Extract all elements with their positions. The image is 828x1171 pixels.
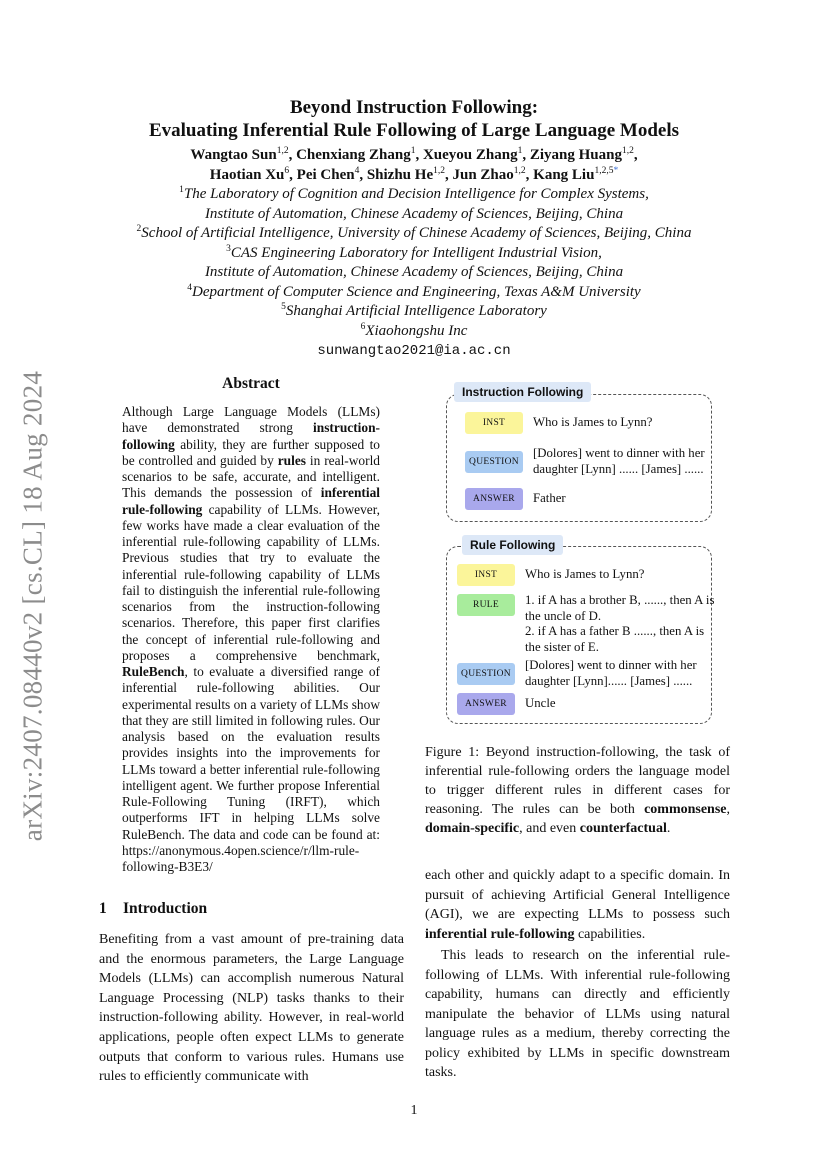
contact-email[interactable]: sunwangtao2021@ia.ac.cn bbox=[317, 343, 511, 359]
corresponding-author-mark[interactable]: * bbox=[613, 166, 619, 176]
arxiv-identifier: arXiv:2407.08440v2 [cs.CL] 18 Aug 2024 bbox=[17, 370, 48, 842]
author: Jun Zhao$^{1,2}$, bbox=[452, 166, 534, 183]
answer-label: ANSWER bbox=[465, 488, 523, 510]
question-label: QUESTION bbox=[465, 451, 523, 473]
abstract-heading: Abstract bbox=[222, 375, 280, 392]
figure-row-question bbox=[457, 658, 727, 689]
affiliation: Institute of Automation, Chinese Academy of Sciences, Beijing, China bbox=[204, 264, 624, 280]
row-text: [Dolores] went to dinner with her daughter [Lynn] ...... [James] ...... bbox=[533, 446, 705, 476]
right-column-body bbox=[425, 866, 730, 1083]
figure-row-answer bbox=[457, 693, 727, 715]
author: Pei Chen$^4$, bbox=[296, 166, 367, 183]
answer-label: ANSWER bbox=[457, 693, 515, 715]
question-label: QUESTION bbox=[457, 663, 515, 685]
affiliation: $^1$The Laboratory of Cognition and Decision Intelligence for Complex Systems, bbox=[179, 185, 649, 202]
section-title: Introduction bbox=[123, 900, 208, 917]
page-number: 1 bbox=[410, 1103, 418, 1118]
instruction-following-tag: Instruction Following bbox=[454, 382, 591, 402]
abstract-body: Although Large Language Models (LLMs) have demonstrated strong instruction-following ability, they are further supposed to be controlled and guided by rules in real-world scenarios to be safe, accurate, and intelligent. This demands the possession of inferential rule-following capability of LLMs. However, few works have made a clear evaluation of the inferential rule-following capability of LLMs. Previous studies that try to evaluate the inferential rule-following capability of LLMs fail to distinguish the inferential rule-following scenarios from the instruction-following scenarios. Therefore, this paper first clarifies the concept of inferential rule-following and proposes a comprehensive benchmark, RuleBench, to evaluate a diversified range of inferential rule-following abilities. Our experimental results on a variety of LLMs show that they are still limited in following rules. Our analysis based on the evaluation results provides insights into the improvements for LLMs toward a better inferential rule-following intelligent agent. We further propose Inferential Rule-Following Tuning (IRFT), which outperforms IFT in helping LLMs solve RuleBench. The data and code can be found at: https://anonymous.4open.science/r/llm-rule-following-B3E3/ bbox=[122, 404, 380, 874]
row-text: Who is James to Lynn? bbox=[533, 415, 653, 430]
affiliation: Institute of Automation, Chinese Academy of Sciences, Beijing, China bbox=[204, 205, 624, 222]
section-heading-introduction bbox=[99, 900, 399, 918]
rule-label: RULE bbox=[457, 594, 515, 616]
paper-title-line-1: Beyond Instruction Following: bbox=[289, 97, 539, 118]
figure-row-rule bbox=[457, 593, 727, 655]
row-text: Father bbox=[533, 491, 566, 506]
inst-label: INST bbox=[465, 412, 523, 434]
inst-label: INST bbox=[457, 564, 515, 586]
author: Chenxiang Zhang$^1$, bbox=[296, 146, 423, 163]
paper-header bbox=[90, 96, 738, 361]
paragraph: each other and quickly adapt to a specific domain. In pursuit of achieving Artificial General Intelligence (AGI), we are expecting LLMs to possess such inferential rule-following capabilities. bbox=[425, 868, 730, 942]
row-text: Uncle bbox=[525, 696, 556, 711]
author: Ziyang Huang$^{1,2}$, bbox=[529, 146, 638, 163]
figure-row-inst bbox=[465, 412, 735, 434]
figure-row-question bbox=[465, 446, 735, 477]
author: Shizhu He$^{1,2}$, bbox=[366, 166, 453, 183]
author-list bbox=[90, 145, 738, 185]
affiliation: $^2$School of Artificial Intelligence, University of Chinese Academy of Sciences, Beijing, China bbox=[136, 224, 692, 241]
figure-1 bbox=[440, 380, 728, 736]
rule-item: 1. if A has a brother B, ......, then A is the uncle of D. bbox=[525, 593, 715, 623]
author: Kang Liu$^{1,2,5*}$ bbox=[533, 166, 619, 183]
introduction-paragraph: Benefiting from a vast amount of pre-training data and the enormous parameters, the Large Language Models (LLMs) can accomplish numerous Natural Language Processing (NLP) tasks thanks to their instruction-following ability. However, in real-world applications, people often expect LLMs to generate outputs that conform to various rules. Humans use rules to efficiently communicate with bbox=[99, 932, 404, 1085]
figure-row-inst bbox=[457, 564, 727, 586]
author: Wangtao Sun$^{1,2}$, bbox=[190, 146, 297, 163]
author: Haotian Xu$^6$, bbox=[209, 166, 297, 183]
paragraph: This leads to research on the inferential rule-following of LLMs. With inferential rule-following capability, humans can directly and efficiently manipulate the behavior of LLMs using natural language rules as a medium, thereby correcting the policy exhibited by LLMs in specific downstream tasks. bbox=[425, 948, 730, 1080]
rule-list bbox=[525, 593, 717, 655]
figure-caption: Figure 1: Beyond instruction-following, the task of inferential rule-following orders the language model to trigger different rules in different cases for reasoning. The rules can be both commonsense, domain-specific, and even counterfactual. bbox=[425, 745, 730, 836]
affiliation: $^4$Department of Computer Science and Engineering, Texas A&M University bbox=[187, 282, 641, 300]
rule-following-tag: Rule Following bbox=[462, 535, 563, 555]
author: Xueyou Zhang$^1$, bbox=[422, 146, 530, 163]
paper-title-line-2: Evaluating Inferential Rule Following of Large Language Models bbox=[148, 120, 680, 141]
section-number: 1 bbox=[99, 900, 107, 917]
rule-item: 2. if A has a father B ......, then A is the sister of E. bbox=[525, 624, 705, 654]
row-text: Who is James to Lynn? bbox=[525, 567, 645, 582]
affiliation: $^3$CAS Engineering Laboratory for Intelligent Industrial Vision, bbox=[226, 243, 602, 261]
row-text: [Dolores] went to dinner with her daughter [Lynn]...... [James] ...... bbox=[525, 658, 697, 688]
figure-row-answer bbox=[465, 488, 735, 510]
arxiv-side-stamp bbox=[8, 362, 58, 850]
affiliation: $^5$Shanghai Artificial Intelligence Laboratory bbox=[281, 302, 547, 319]
affiliation: $^6$Xiaohongshu Inc bbox=[360, 321, 468, 339]
